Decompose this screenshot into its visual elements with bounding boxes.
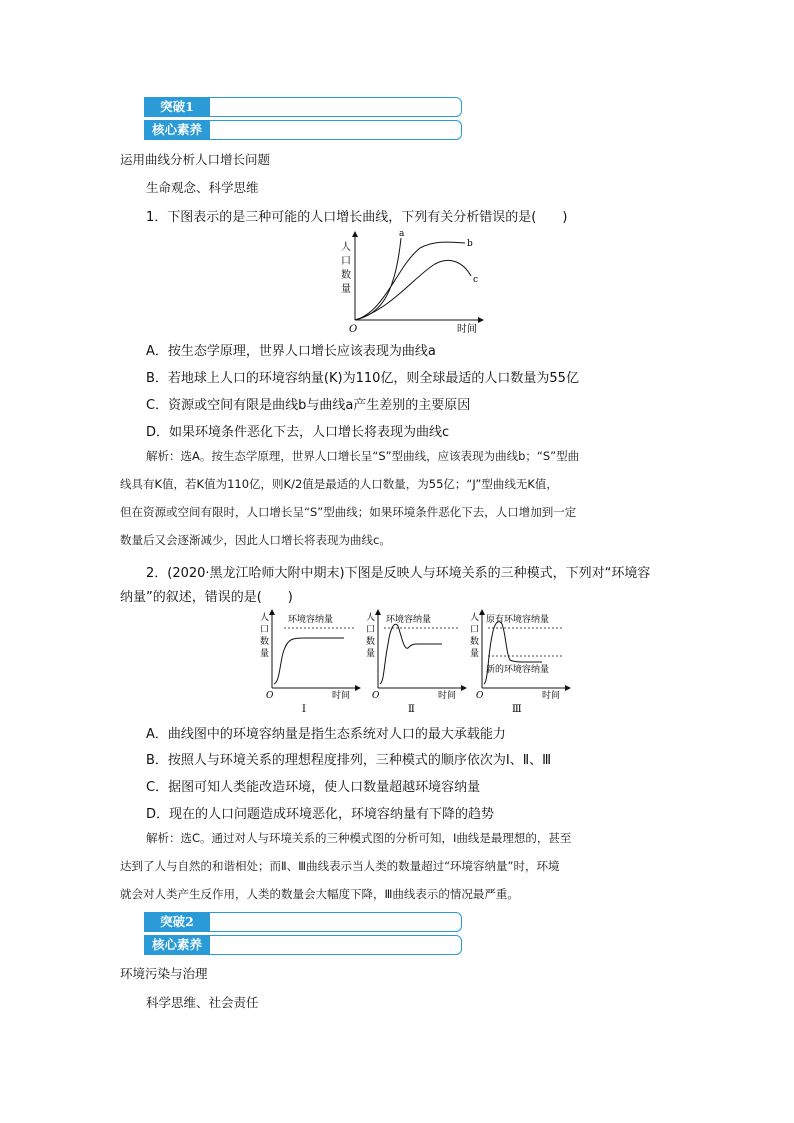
q1-option-b: B．若地球上人口的环境容纳量(K)为110亿，则全球最适的人口数量为55亿 [146, 371, 579, 386]
section-competency-2: 科学思维、社会责任 [146, 995, 259, 1010]
curve-c-label: c [473, 275, 479, 285]
q2-chart-1 [254, 604, 364, 714]
q1-analysis-line: 线具有K值，若K值为110亿，则K/2值是最适的人口数量，为55亿；“J”型曲线无K值， [120, 477, 558, 491]
q1-option-d: D．如果环境条件恶化下去，人口增长将表现为曲线c [146, 425, 450, 440]
q1-analysis-line: 数量后又会逐渐减少，因此人口增长将表现为曲线c。 [120, 533, 391, 547]
svg-text:量: 量 [366, 649, 376, 659]
svg-text:人: 人 [366, 613, 376, 623]
y-label-char: 数 [341, 270, 351, 281]
q2-chart-2 [360, 604, 470, 714]
capacity-label: 环境容纳量 [386, 615, 432, 625]
svg-text:人: 人 [260, 613, 270, 623]
q2-option-c: C．据图可知人类能改造环境，使人口数量超越环境容纳量 [146, 780, 481, 795]
curve-b [355, 242, 465, 320]
svg-text:时间: 时间 [542, 691, 561, 701]
svg-text:量: 量 [260, 649, 270, 659]
q1-analysis-line: 但在资源或空间有限时，人口增长呈“S”型曲线；如果环境条件恶化下去，人口增加到一定 [120, 505, 577, 519]
new-capacity-label: 新的环境容纳量 [486, 665, 550, 675]
svg-text:量: 量 [470, 649, 480, 659]
question-2-stem-line1: 2．(2020·黑龙江哈师大附中期末)下图是反映人与环境关系的三种模式，下列对“环境容 [146, 566, 651, 581]
roman-label: Ⅱ [408, 704, 415, 714]
svg-text:O: O [372, 691, 380, 701]
question-1-stem: 1．下图表示的是三种可能的人口增长曲线，下列有关分析错误的是( ) [146, 210, 568, 225]
section-banner-2 [144, 912, 462, 956]
q1-growth-chart [335, 226, 495, 338]
q1-analysis-line: 解析：选A。按生态学原理，世界人口增长呈“S”型曲线，应该表现为曲线b；“S”型曲 [146, 449, 580, 463]
svg-text:O: O [476, 691, 484, 701]
svg-text:口: 口 [470, 625, 480, 635]
svg-text:数: 数 [260, 637, 270, 647]
svg-text:口: 口 [260, 625, 270, 635]
q2-analysis-line: 达到了人与自然的和谐相处；而Ⅱ、Ⅲ曲线表示当人类的数量超过“环境容纳量”时，环境 [120, 859, 560, 873]
svg-text:O: O [266, 691, 274, 701]
svg-text:时间: 时间 [332, 691, 351, 701]
banner-tag: 突破1 [144, 97, 210, 117]
curve-2 [380, 624, 442, 684]
roman-label: Ⅲ [512, 704, 522, 714]
q2-chart-3 [464, 604, 574, 714]
section-banner-1 [144, 97, 462, 141]
banner-subtag: 核心素养 [144, 120, 210, 140]
y-label-char: 人 [341, 242, 351, 253]
section-competency-1: 生命观念、科学思维 [146, 180, 259, 195]
svg-text:人: 人 [470, 613, 480, 623]
y-label-char: 量 [341, 284, 351, 295]
banner-subtag: 核心素养 [144, 935, 210, 955]
section-title-2: 环境污染与治理 [120, 966, 208, 981]
curve-1 [274, 638, 344, 684]
capacity-label: 环境容纳量 [288, 615, 334, 625]
curve-b-label: b [467, 239, 473, 249]
q1-option-a: A．按生态学原理，世界人口增长应该表现为曲线a [146, 344, 436, 359]
question-2-stem-line2: 纳量”的叙述，错误的是( ) [120, 590, 293, 605]
svg-text:数: 数 [470, 637, 480, 647]
svg-text:时间: 时间 [438, 691, 457, 701]
curve-a [355, 238, 401, 320]
q2-option-a: A．曲线图中的环境容纳量是指生态系统对人口的最大承载能力 [146, 727, 506, 742]
q1-option-c: C．资源或空间有限是曲线b与曲线a产生差别的主要原因 [146, 398, 471, 413]
roman-label: Ⅰ [302, 704, 306, 714]
curve-c [355, 260, 471, 320]
q2-analysis-line: 解析：选C。通过对人与环境关系的三种模式图的分析可知，Ⅰ曲线是最理想的，甚至 [146, 831, 572, 845]
section-title-1: 运用曲线分析人口增长问题 [120, 152, 271, 167]
original-capacity-label: 原有环境容纳量 [486, 615, 550, 625]
x-axis-label: 时间 [457, 324, 477, 335]
banner-tag: 突破2 [144, 912, 210, 932]
q2-option-b: B．按照人与环境关系的理想程度排列，三种模式的顺序依次为Ⅰ、Ⅱ、Ⅲ [146, 753, 552, 768]
origin-label: O [349, 324, 358, 335]
y-label-char: 口 [341, 256, 351, 267]
q2-analysis-line: 就会对人类产生反作用，人类的数量会大幅度下降，Ⅲ曲线表示的情况最严重。 [120, 887, 519, 901]
svg-text:数: 数 [366, 637, 376, 647]
curve-a-label: a [399, 229, 405, 239]
svg-text:口: 口 [366, 625, 376, 635]
q2-option-d: D．现在的人口问题造成环境恶化，环境容纳量有下降的趋势 [146, 807, 495, 822]
